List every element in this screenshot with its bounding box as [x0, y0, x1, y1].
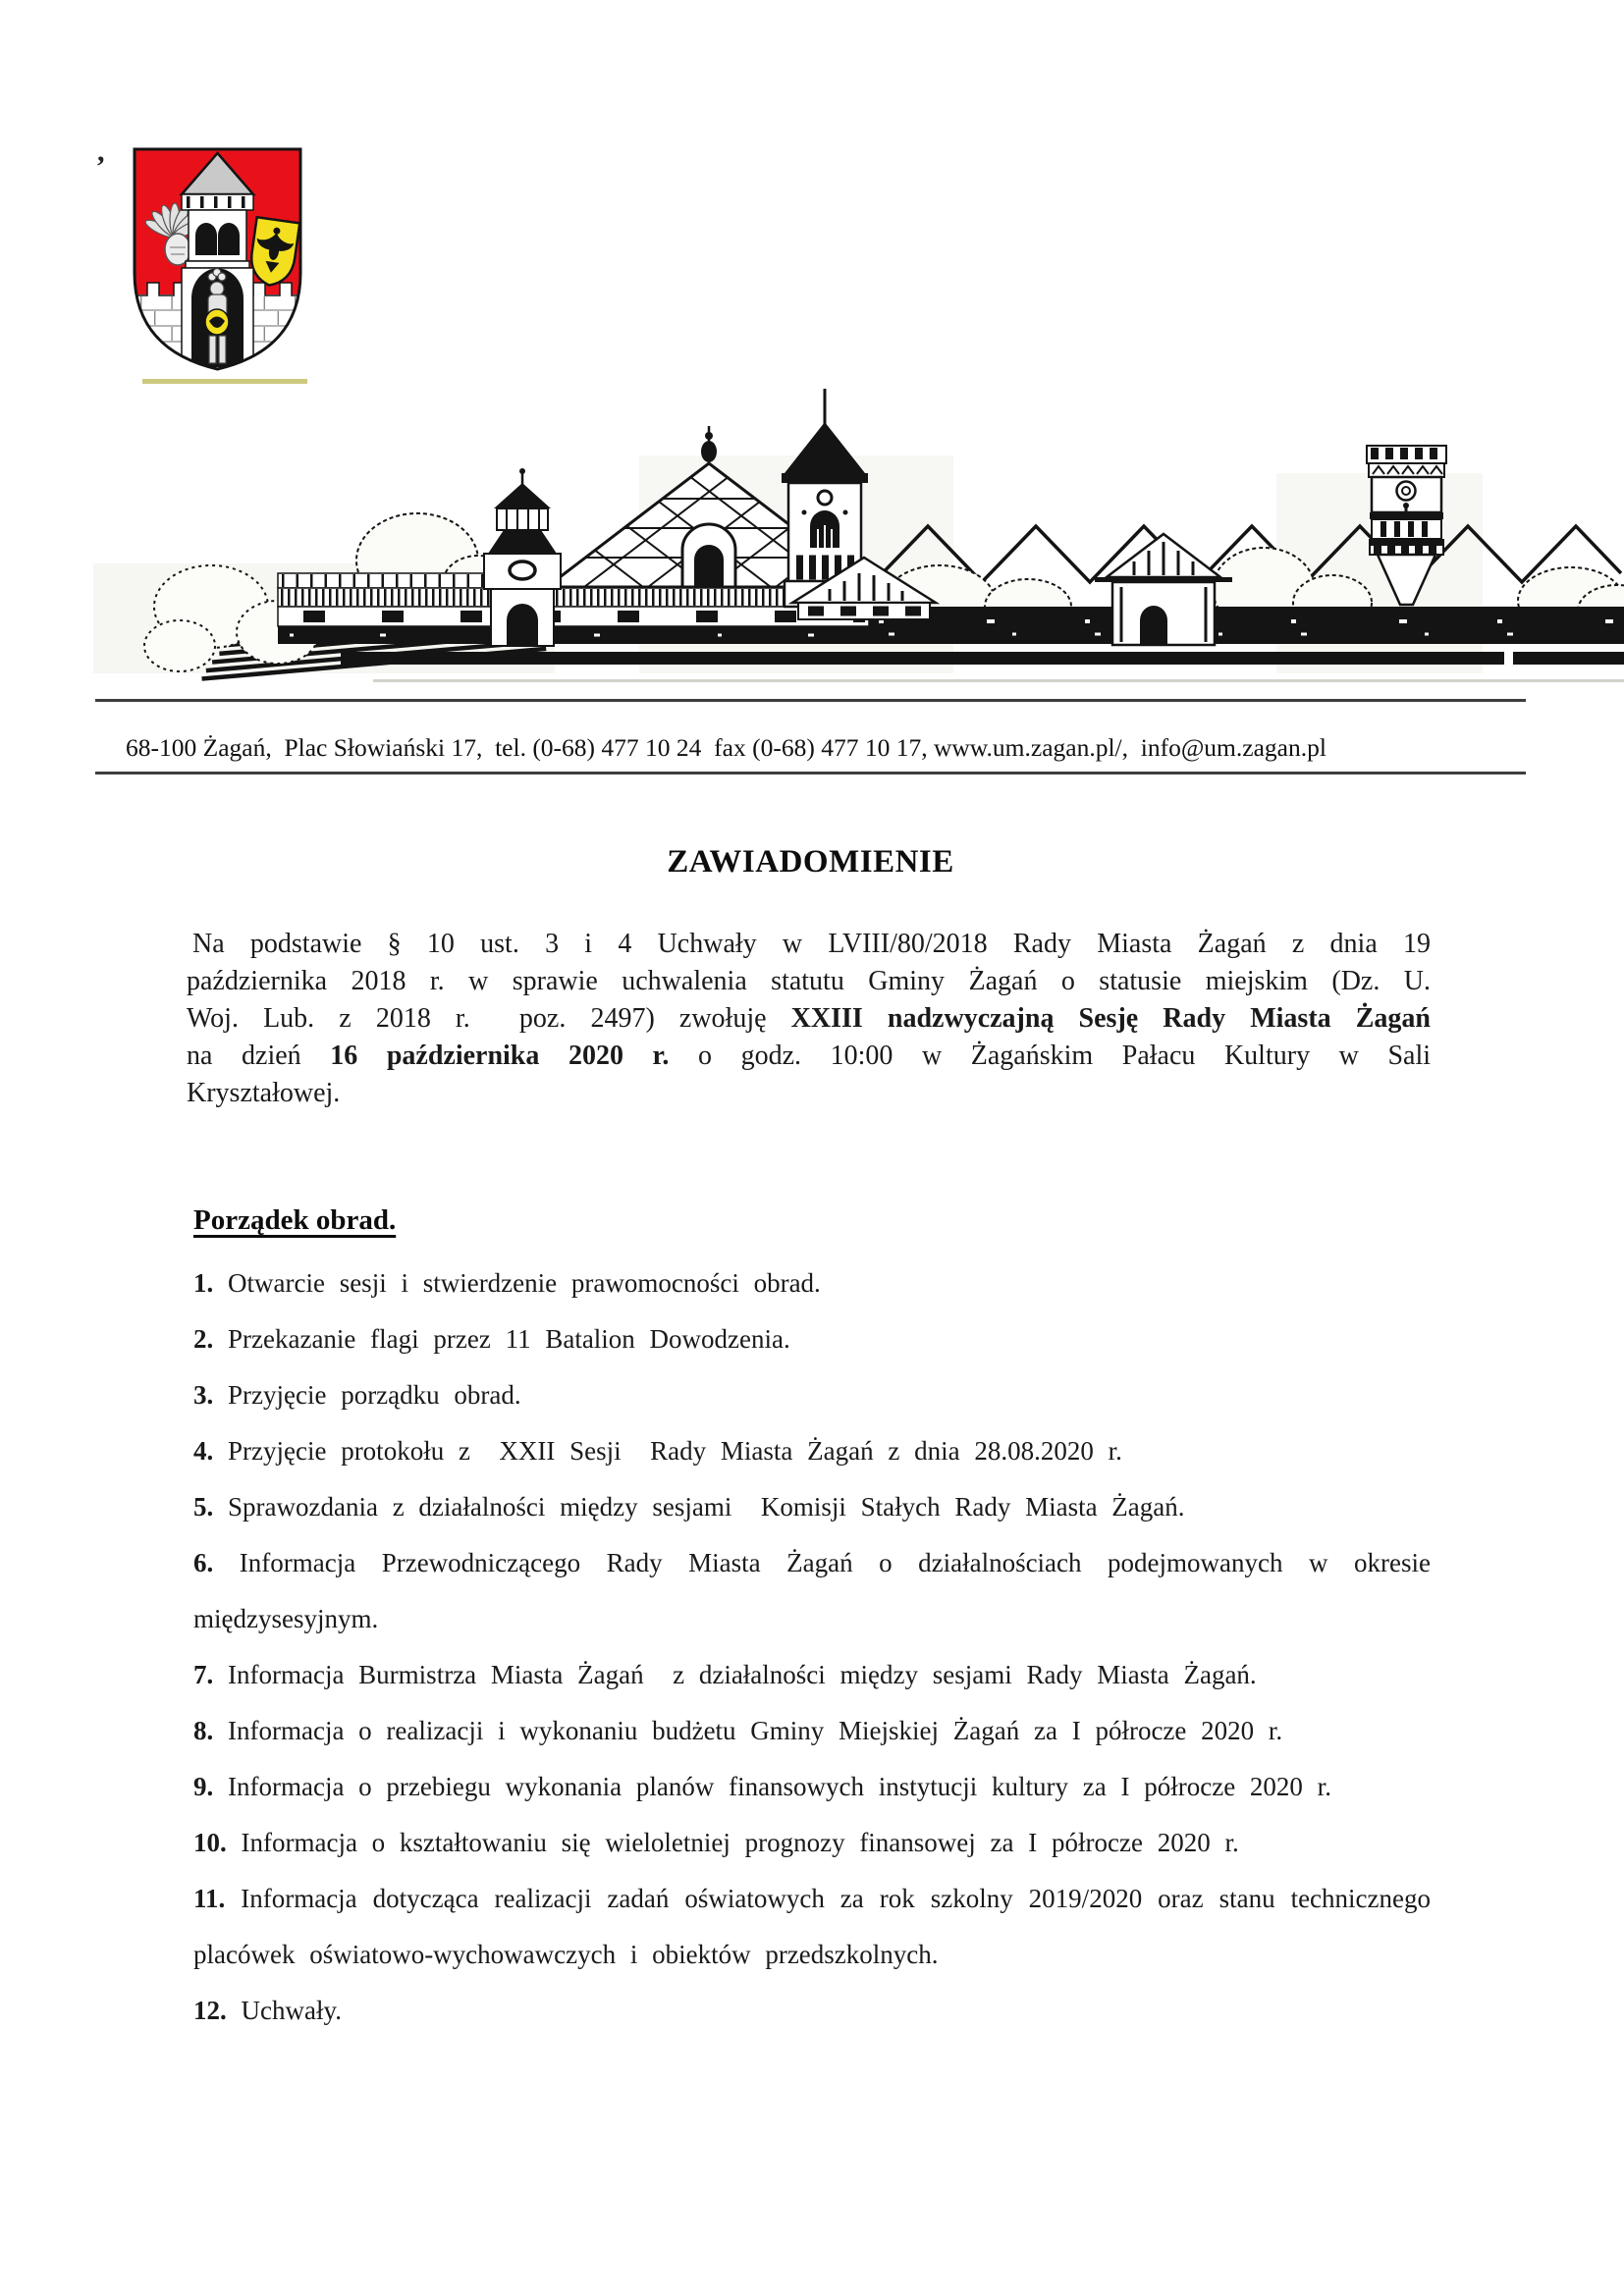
agenda-item-number: 4. — [193, 1436, 214, 1466]
agenda-item-number: 7. — [193, 1660, 214, 1689]
agenda-item-text: Informacja Przewodniczącego Rady Miasta Żagań o działalnościach podejmowanych w okresie międzysesyjnym. — [193, 1548, 1445, 1633]
agenda-item-number: 6. — [193, 1548, 214, 1577]
agenda-heading: Porządek obrad. — [193, 1204, 397, 1236]
agenda-item-text: Informacja o przebiegu wykonania planów finansowych instytucji kultury za I półrocze 2020 r. — [213, 1772, 1331, 1801]
agenda-item-text: Sprawozdania z działalności między sesjami Komisji Stałych Rady Miasta Żagań. — [213, 1492, 1185, 1522]
panorama-graphic — [93, 379, 1624, 691]
agenda-item-number: 1. — [193, 1268, 214, 1298]
agenda-item — [193, 1255, 1431, 1311]
agenda-item — [193, 1703, 1431, 1759]
agenda-item-number: 8. — [193, 1716, 214, 1745]
agenda-item-text: Przyjęcie protokołu z XXII Sesji Rady Miasta Żagań z dnia 28.08.2020 r. — [213, 1436, 1122, 1466]
agenda-item — [193, 1535, 1445, 1647]
agenda-item — [193, 1983, 1431, 2039]
document-title: ZAWIADOMIENIE — [667, 844, 954, 880]
agenda-item-text: Przyjęcie porządku obrad. — [213, 1380, 521, 1410]
stray-comma: , — [97, 135, 105, 168]
zagan-coat-of-arms — [131, 145, 304, 373]
agenda-item-text: Informacja dotycząca realizacji zadań oświatowych za rok szkolny 2019/2020 oraz stanu technicznego placówek oświatowo-wychowawczych i obiektów przedszkolnych. — [193, 1884, 1445, 1969]
intro-text-segment: na dzień — [187, 1003, 1452, 1071]
agenda-item — [193, 1423, 1431, 1479]
agenda-item-number: 5. — [193, 1492, 214, 1522]
agenda-item-number: 12. — [193, 1996, 227, 2025]
agenda-item-text: Informacja o kształtowaniu się wieloletniej prognozy finansowej za I półrocze 2020 r. — [226, 1828, 1239, 1857]
intro-text-segment: o godz. 10:00 w Żagańskim Pałacu Kultury w Sali Kryształowej. — [187, 1041, 1453, 1108]
intro-text-segment: Na podstawie § 10 ust. 3 i 4 Uchwały w LVIII/80/2018 Rady Miasta Żagań z dnia 19 października 2018 r. w sprawie uchwalenia statutu Gminy Żagań o statusie miejskim (Dz. U. Woj. Lub. z 2018 r. poz. 2497) zwołuję — [187, 929, 1452, 1034]
agenda-item-text: Informacja o realizacji i wykonaniu budżetu Gminy Miejskiej Żagań za I półrocze 2020 r. — [213, 1716, 1283, 1745]
agenda-item-text: Informacja Burmistrza Miasta Żagań z działalności między sesjami Rady Miasta Żagań. — [213, 1660, 1257, 1689]
address-line: 68-100 Żagań, Plac Słowiański 17, tel. (0-68) 477 10 24 fax (0-68) 477 10 17, www.um.zagan.pl/, info@um.zagan.pl — [126, 733, 1326, 762]
agenda-item-text: Uchwały. — [226, 1996, 342, 2025]
agenda-item-number: 9. — [193, 1772, 214, 1801]
agenda-item — [193, 1367, 1431, 1423]
agenda-item — [193, 1871, 1445, 1983]
agenda-item — [193, 1759, 1431, 1815]
agenda-item-text: Przekazanie flagi przez 11 Batalion Dowodzenia. — [213, 1324, 790, 1354]
agenda-item-number: 10. — [193, 1828, 227, 1857]
agenda-item — [193, 1647, 1431, 1703]
city-panorama-illustration — [93, 379, 1624, 691]
agenda-list — [193, 1255, 1445, 2039]
agenda-item — [193, 1479, 1431, 1535]
agenda-item — [193, 1815, 1431, 1871]
intro-paragraph — [187, 926, 1453, 1112]
agenda-item-number: 11. — [193, 1884, 226, 1913]
agenda-item-number: 3. — [193, 1380, 214, 1410]
intro-bold-segment: XXIII nadzwyczajną Sesję Rady Miasta Żagań — [790, 1003, 1431, 1034]
agenda-item — [193, 1311, 1431, 1367]
coat-of-arms-graphic — [131, 145, 304, 373]
intro-bold-segment: 16 października 2020 r. — [330, 1041, 670, 1071]
agenda-item-number: 2. — [193, 1324, 214, 1354]
agenda-item-text: Otwarcie sesji i stwierdzenie prawomocności obrad. — [213, 1268, 821, 1298]
header-rule-bottom — [95, 772, 1526, 774]
header-rule-top — [95, 699, 1526, 702]
